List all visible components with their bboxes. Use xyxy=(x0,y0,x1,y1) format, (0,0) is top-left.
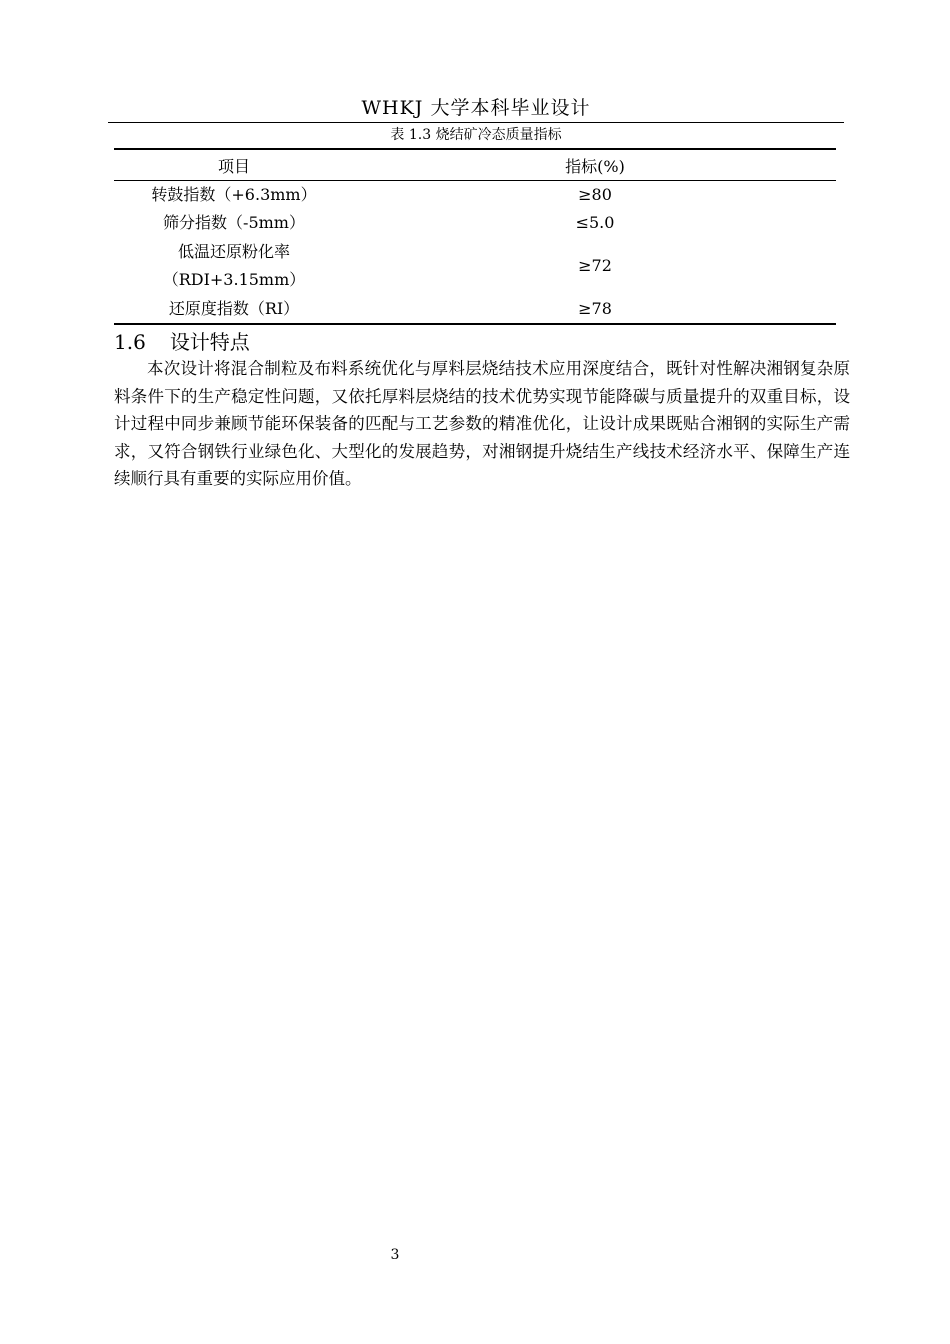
table-cell-item: 筛分指数（-5mm） xyxy=(163,213,305,232)
table-cell-item-line2: （RDI+3.15mm） xyxy=(162,270,306,289)
column-header-value: 指标(%) xyxy=(565,156,625,176)
table-cell-value: ≥80 xyxy=(578,185,612,204)
table-caption: 表 1.3 烧结矿冷态质量指标 xyxy=(390,127,562,143)
quality-index-table xyxy=(114,148,836,325)
section-heading xyxy=(114,327,250,357)
column-header-item: 项目 xyxy=(217,156,250,176)
table-row xyxy=(114,209,836,237)
section-title: 设计特点 xyxy=(169,330,250,354)
table-cell-item: 转鼓指数（+6.3mm） xyxy=(151,185,317,204)
section-number: 1.6 xyxy=(114,330,146,354)
table-cell-value: ≤5.0 xyxy=(575,213,615,232)
table-cell-item xyxy=(114,237,354,295)
table-cell-item-line1: 低温还原粉化率 xyxy=(177,242,290,261)
table-row xyxy=(114,237,836,295)
table-cell-value: ≥72 xyxy=(578,256,612,275)
page-number: 3 xyxy=(390,1247,400,1263)
table-cell-item: 还原度指数（RI） xyxy=(168,299,300,318)
table-header-row xyxy=(114,149,836,181)
page-header-title: WHKJ 大学本科毕业设计 xyxy=(361,97,591,119)
table-row xyxy=(114,181,836,210)
table-row xyxy=(114,295,836,324)
header-divider xyxy=(108,122,844,123)
body-paragraph: 本次设计将混合制粒及布料系统优化与厚料层烧结技术应用深度结合，既针对性解决湘钢复杂原料条件下的生产稳定性问题，又依托厚料层烧结的技术优势实现节能降碳与质量提升的双重目标，设计过程中同步兼顾节能环保装备的匹配与工艺参数的精准优化，让设计成果既贴合湘钢的实际生产需求，又符合钢铁行业绿色化、大型化的发展趋势，对湘钢提升烧结生产线技术经济水平、保障生产连续顺行具有重要的实际应用价值。 xyxy=(114,359,850,488)
table-cell-value: ≥78 xyxy=(578,299,612,318)
